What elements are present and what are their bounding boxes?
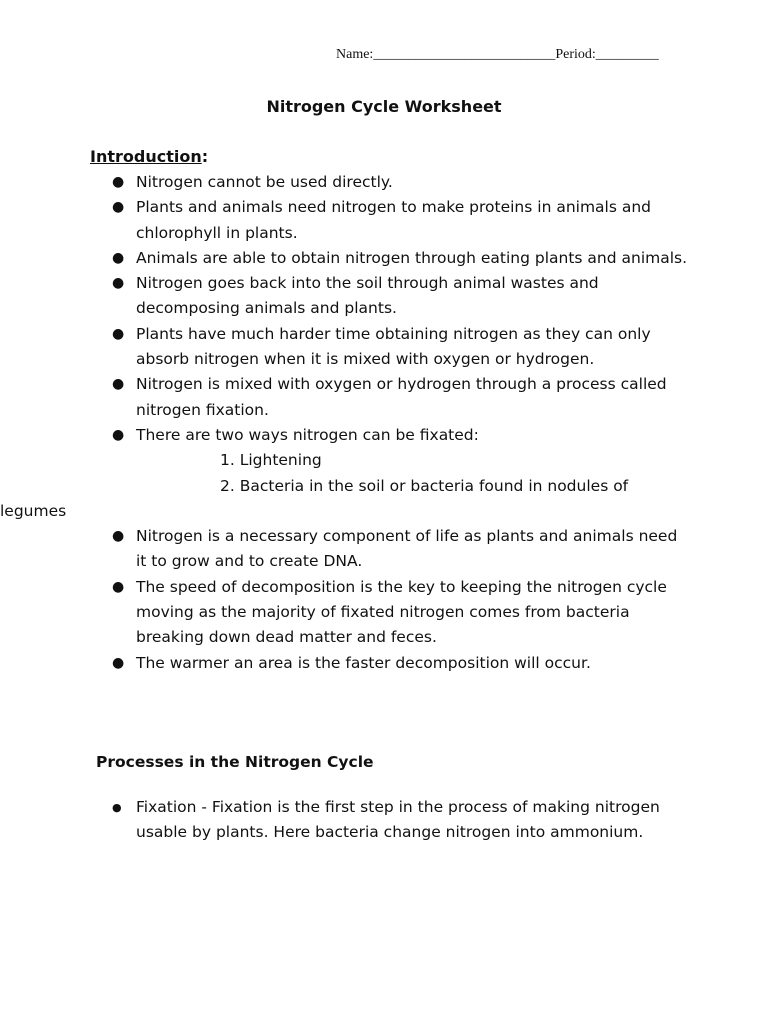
introduction-heading-text: Introduction [90,147,202,166]
list-item [108,246,688,271]
fixation-way-text: 1. Lightening [220,451,322,470]
processes-heading [96,753,374,771]
bullet-icon: ● [112,801,122,814]
list-item-text: There are two ways nitrogen can be fixated: [136,425,479,444]
bullet-icon: ● [112,578,125,595]
processes-heading-text: Processes in the Nitrogen Cycle [96,753,374,771]
list-item [108,195,688,246]
fixation-way-item [108,474,688,499]
processes-list [108,795,688,846]
period-blank: _________ [595,47,659,62]
bullet-icon: ● [112,199,125,216]
bullet-icon: ● [112,249,125,266]
list-item-text: Animals are able to obtain nitrogen through eating plants and animals. [136,248,688,267]
introduction-list [0,170,688,676]
bullet-icon: ● [112,426,125,443]
list-item-text: Plants and animals need nitrogen to make proteins in animals and chlorophyll in plants. [136,198,652,242]
bullet-icon: ● [112,275,125,292]
page-title [0,97,768,116]
bullet-icon: ● [112,174,125,190]
list-item-text: Nitrogen cannot be used directly. [136,173,393,191]
list-item-text: Plants have much harder time obtaining nitrogen as they can only absorb nitrogen when it is mixed with oxygen or hydrogen. [136,324,651,369]
bullet-icon: ● [112,325,125,342]
list-item-text: Fixation - Fixation is the first step in the process of making nitrogen usable by plants. Here bacteria change nitrogen into ammonium. [136,798,660,842]
name-period-line [336,47,659,63]
bullet-icon: ● [112,528,125,545]
name-label: Name: [336,47,374,62]
page-title-text: Nitrogen Cycle Worksheet [266,97,502,116]
fixation-way-continuation-text: legumes [0,501,67,520]
list-item [108,575,688,651]
bullet-icon: ● [112,376,125,393]
fixation-way-continuation [0,499,688,524]
list-item [108,795,688,846]
list-item [108,170,688,195]
list-item [108,372,688,423]
list-item-text: The warmer an area is the faster decomposition will occur. [136,653,591,672]
period-label: Period: [555,47,596,62]
list-item-text: Nitrogen goes back into the soil through animal wastes and decomposing animals and plants. [136,274,599,318]
fixation-way-item [108,448,688,473]
list-item-text: The speed of decomposition is the key to keeping the nitrogen cycle moving as the majority of fixated nitrogen comes from bacteria breaking down dead matter and feces. [136,577,667,647]
name-blank: __________________________ [373,47,556,62]
list-item-text: Nitrogen is a necessary component of life as plants and animals need it to grow and to create DNA. [136,527,678,571]
introduction-heading [90,147,208,166]
introduction-heading-colon: : [201,147,209,166]
list-item [108,651,688,676]
list-item [108,322,688,373]
fixation-way-text: 2. Bacteria in the soil or bacteria found in nodules of [220,476,629,495]
list-item [108,271,688,322]
list-item [108,423,688,448]
list-item-text: Nitrogen is mixed with oxygen or hydrogen through a process called nitrogen fixation. [136,375,667,419]
list-item [108,524,688,575]
bullet-icon: ● [112,654,125,671]
